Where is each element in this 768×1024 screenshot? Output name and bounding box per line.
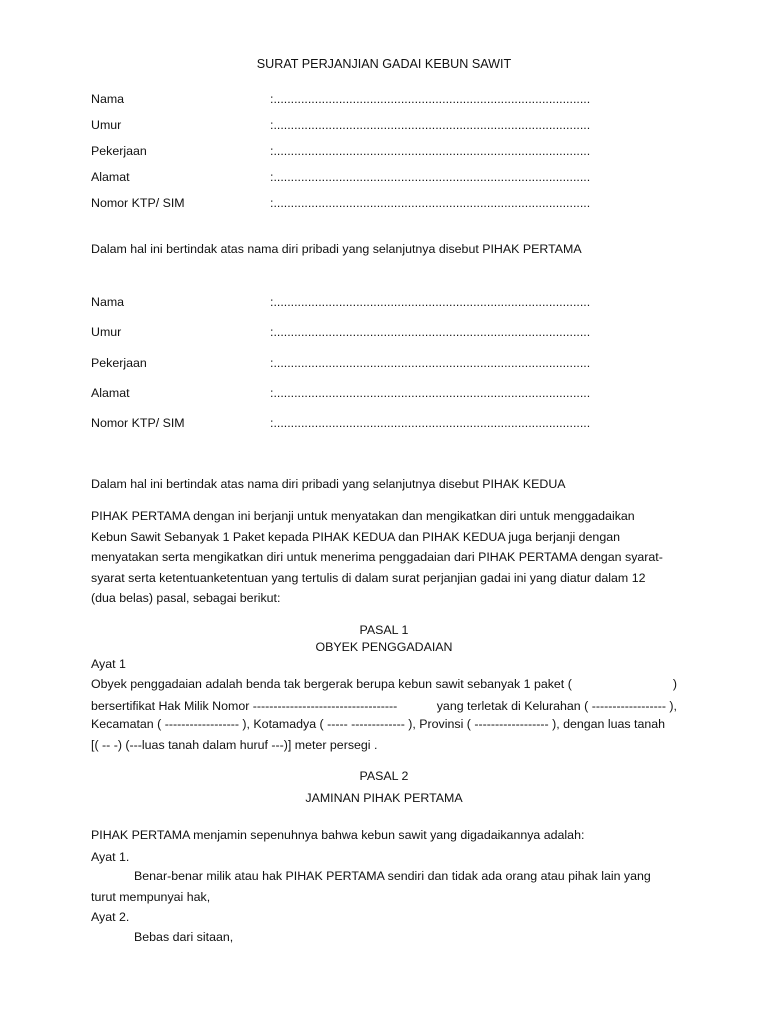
pasal1-line-text: Obyek penggadaian adalah benda tak bergerak berupa kebun sawit sebanyak 1 paket ( bbox=[91, 677, 572, 691]
intro-line: PIHAK PERTAMA dengan ini berjanji untuk menyatakan dan mengikatkan diri untuk menggadaikan bbox=[91, 509, 635, 523]
party2-id-label: Nomor KTP/ SIM bbox=[91, 416, 185, 430]
party1-age-label: Umur bbox=[91, 118, 122, 132]
intro-line: menyatakan serta mengikatkan diri untuk menerima penggadaian dari PIHAK PERTAMA dengan syarat- bbox=[91, 550, 663, 564]
party2-name-field: :............................................................................................ bbox=[270, 295, 591, 309]
party2-age-label: Umur bbox=[91, 325, 122, 339]
party2-id-field: :............................................................................................ bbox=[270, 416, 591, 430]
pasal1-line-text: bersertifikat Hak Milik Nomor ----------------------------------- bbox=[91, 699, 398, 713]
party2-age-field: :............................................................................................ bbox=[270, 325, 591, 339]
party1-job-label: Pekerjaan bbox=[91, 144, 147, 158]
pasal1-ayat-label: Ayat 1 bbox=[91, 657, 126, 671]
pasal1-line-end: yang terletak di Kelurahan ( ------------------ ), bbox=[436, 699, 677, 713]
pasal1-line: Kecamatan ( ------------------ ), Kotamadya ( ----- ------------- ), Provinsi ( ------------------ ), dengan luas tanah bbox=[91, 717, 666, 731]
pasal2-ayat2-text: Bebas dari sitaan, bbox=[134, 930, 234, 944]
pasal1-subheading: OBYEK PENGGADAIAN bbox=[315, 640, 453, 654]
pasal2-heading: PASAL 2 bbox=[359, 769, 409, 783]
intro-line: syarat serta ketentuanketentuan yang tertulis di dalam surat perjanjian gadai ini yang diatur dalam 12 bbox=[91, 571, 646, 585]
party1-id-label: Nomor KTP/ SIM bbox=[91, 196, 185, 210]
party2-name-label: Nama bbox=[91, 295, 125, 309]
document-title: SURAT PERJANJIAN GADAI KEBUN SAWIT bbox=[256, 57, 512, 71]
pasal1-line: [( -- -) (---luas tanah dalam huruf ---)] meter persegi . bbox=[91, 738, 378, 752]
pasal2-ayat1-text bbox=[134, 869, 677, 883]
party1-age-field: :............................................................................................ bbox=[270, 118, 591, 132]
party1-name-field: :............................................................................................ bbox=[270, 92, 591, 106]
pasal2-ayat1-line1: Benar-benar milik atau hak PIHAK PERTAMA sendiri dan tidak ada orang atau pihak lain yang bbox=[134, 869, 651, 883]
pasal2-ayat1-label: Ayat 1. bbox=[91, 850, 130, 864]
pasal1-line-end: ) bbox=[672, 677, 677, 691]
pasal2-ayat2-label: Ayat 2. bbox=[91, 910, 130, 924]
pasal2-subheading: JAMINAN PIHAK PERTAMA bbox=[305, 791, 463, 805]
pasal1-line bbox=[91, 677, 677, 691]
pasal1-heading: PASAL 1 bbox=[359, 623, 409, 637]
party1-name-label: Nama bbox=[91, 92, 125, 106]
party2-job-label: Pekerjaan bbox=[91, 356, 147, 370]
pasal2-lead: PIHAK PERTAMA menjamin sepenuhnya bahwa kebun sawit yang digadaikannya adalah: bbox=[91, 828, 585, 842]
party1-address-field: :............................................................................................ bbox=[270, 170, 591, 184]
party1-statement: Dalam hal ini bertindak atas nama diri pribadi yang selanjutnya disebut PIHAK PERTAMA bbox=[91, 242, 582, 256]
party1-id-field: :............................................................................................ bbox=[270, 196, 591, 210]
party2-address-label: Alamat bbox=[91, 386, 130, 400]
intro-line: (dua belas) pasal, sebagai berikut: bbox=[91, 591, 281, 605]
intro-line: Kebun Sawit Sebanyak 1 Paket kepada PIHAK KEDUA dan PIHAK KEDUA juga berjanji dengan bbox=[91, 530, 620, 544]
pasal2-ayat1-line2: turut mempunyai hak, bbox=[91, 890, 211, 904]
party2-job-field: :............................................................................................ bbox=[270, 356, 591, 370]
pasal1-line bbox=[91, 699, 677, 713]
party2-address-field: :............................................................................................ bbox=[270, 386, 591, 400]
party1-address-label: Alamat bbox=[91, 170, 130, 184]
party2-statement: Dalam hal ini bertindak atas nama diri pribadi yang selanjutnya disebut PIHAK KEDUA bbox=[91, 477, 566, 491]
party1-job-field: :............................................................................................ bbox=[270, 144, 591, 158]
